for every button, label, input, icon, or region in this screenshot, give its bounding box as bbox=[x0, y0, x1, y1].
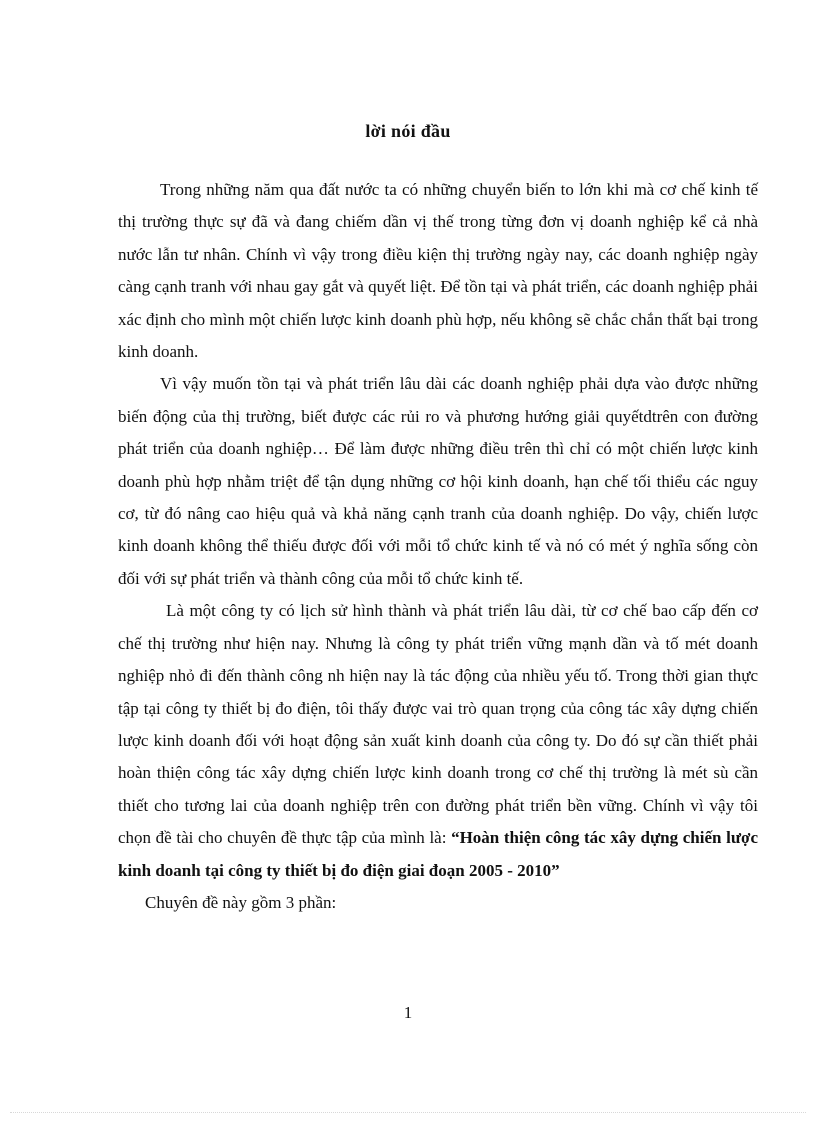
paragraph-structure: Chuyên đề này gồm 3 phần: bbox=[145, 892, 337, 912]
paragraph-intro: Trong những năm qua đất nước ta có những chuyển biến to lớn khi mà cơ chế kinh tế thị trường thực sự đã và đang chiếm dần vị thế trong từng đơn vị doanh nghiệp kể cả nhà nước lẫn tư nhân. Chính vì vậy trong điều kiện thị trường ngày nay, các doanh nghiệp ngày càng cạnh tranh với nhau gay gắt và quyết liệt. Để tồn tại và phát triển, các doanh nghiệp phải xác định cho mình một chiến lược kinh doanh phù hợp, nếu không sẽ chắc chắn thất bại trong kinh doanh. bbox=[118, 180, 758, 362]
paragraph-company-text: Là một công ty có lịch sử hình thành và phát triển lâu dài, từ cơ chế bao cấp đến cơ chế thị trường như hiện nay. Nhưng là công ty phát triển vững mạnh dần và tố mét doanh nghiệp nhỏ đi đến thành công nh hiện nay là tác động của nhiều yếu tố. Trong thời gian thực tập tại công ty thiết bị đo điện, tôi thấy được vai trò quan trọng của công tác xây dựng chiến lược kinh doanh đối với hoạt động sản xuất kinh doanh của công ty. Do đó sự cần thiết phải hoàn thiện công tác xây dựng chiến lược kinh doanh trong cơ chế thị trường là mét sù cần thiết cho tương lai của doanh nghiệp trên con đường phát triển bền vững. Chính vì vậy tôi chọn đề tài cho chuyên đề thực tập của mình là: bbox=[118, 601, 758, 848]
document-body bbox=[118, 174, 758, 919]
footer-divider bbox=[10, 1112, 806, 1113]
paragraph-strategy: Vì vậy muốn tồn tại và phát triển lâu dài các doanh nghiệp phải dựa vào được những biến động của thị trường, biết được các rủi ro và phương hướng giải quyếtdtrên con đường phát triển của doanh nghiệp… Để làm được những điều trên thì chỉ có một chiến lược kinh doanh phù hợp nhằm triệt để tận dụng những cơ hội kinh doanh, hạn chế tối thiểu các nguy cơ, từ đó nâng cao hiệu quả và khả năng cạnh tranh của doanh nghiệp. Do vậy, chiến lược kinh doanh không thể thiếu được đối với mỗi tổ chức kinh tế và nó có mét ý nghĩa sống còn đối với sự phát triển và thành công của mỗi tổ chức kinh tế. bbox=[118, 374, 758, 588]
page-title: lời nói đầu bbox=[365, 121, 451, 141]
paragraph-company bbox=[118, 595, 758, 887]
page-number: 1 bbox=[403, 1003, 413, 1022]
thesis-title: “Hoàn thiện công tác xây dựng chiến lược kinh doanh tại công ty thiết bị đo điện giai đoạn 2005 - 2010” bbox=[118, 828, 758, 880]
